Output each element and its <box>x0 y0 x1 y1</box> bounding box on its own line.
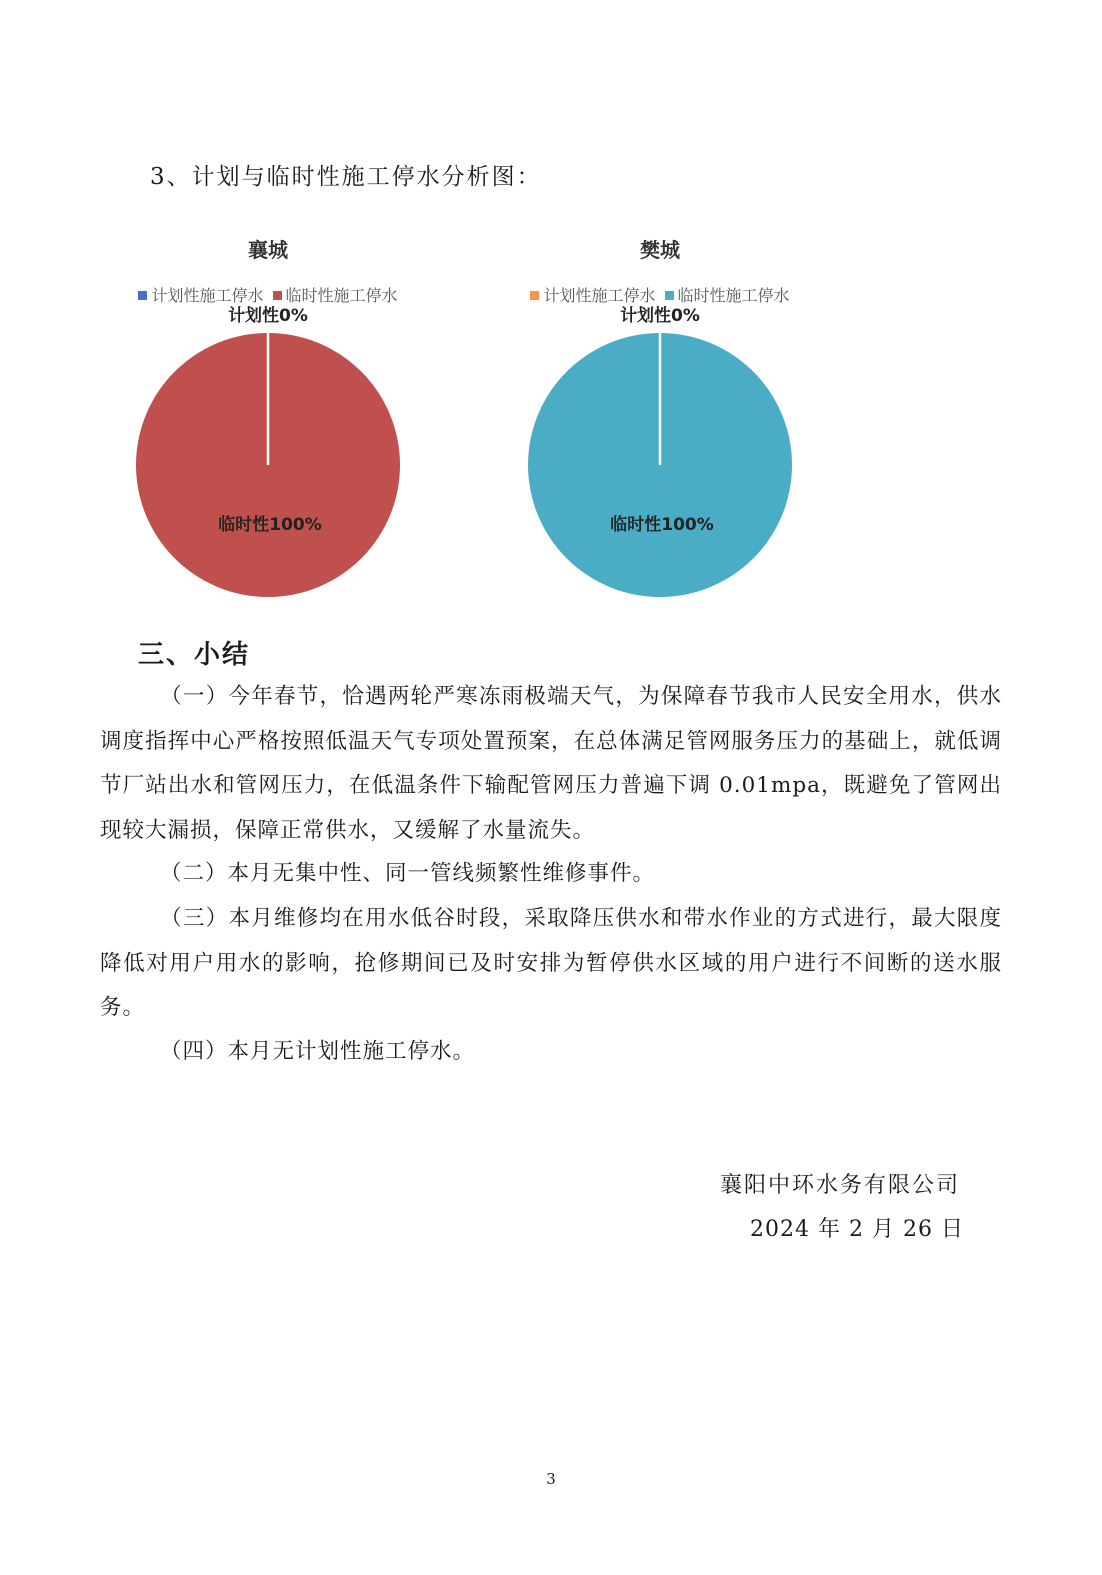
legend-label-planned: 计划性施工停水 <box>151 286 264 305</box>
paragraph-text: （一）今年春节，恰遇两轮严寒冻雨极端天气，为保障春节我市人民安全用水，供水调度指挥中心严格按照低温天气专项处置预案，在总体满足管网服务压力的基础上，就低调节厂站出水和管网压力，在低温条件下输配管网压力普遍下调 0.01mpa，既避免了管网出现较大漏损，保障正常供水，又缓解了水量流失。 <box>100 684 1002 843</box>
summary-paragraph-1 <box>100 675 1002 853</box>
pie-slices <box>528 333 792 597</box>
pie-svg <box>98 298 438 608</box>
page-number: 3 <box>546 1470 556 1488</box>
summary-heading: 三、小结 <box>138 640 251 670</box>
summary-paragraph-3 <box>100 897 1002 1031</box>
chart-fancheng <box>490 228 830 608</box>
data-label-planned: 计划性0% <box>228 306 308 326</box>
chart-title: 襄城 <box>248 238 288 262</box>
paragraph-text: （四）本月无计划性施工停水。 <box>160 1039 476 1064</box>
summary-paragraph-2 <box>100 852 1002 897</box>
signature-date: 2024 年 2 月 26 日 <box>750 1217 964 1242</box>
company-name: 襄阳中环水务有限公司 <box>720 1173 961 1198</box>
chart-xiangcheng <box>98 228 438 608</box>
summary-paragraph-4 <box>100 1030 1002 1075</box>
pie-svg <box>490 298 830 608</box>
legend-label-temporary: 临时性施工停水 <box>285 286 398 305</box>
section-heading: 3、计划与临时性施工停水分析图： <box>150 164 542 190</box>
data-label-planned: 计划性0% <box>620 306 700 326</box>
paragraph-text: （三）本月维修均在用水低谷时段，采取降压供水和带水作业的方式进行，最大限度降低对用户用水的影响，抢修期间已及时安排为暂停供水区域的用户进行不间断的送水服务。 <box>100 906 1002 1020</box>
legend-label-temporary: 临时性施工停水 <box>677 286 790 305</box>
legend-label-planned: 计划性施工停水 <box>543 286 656 305</box>
pie-slices <box>136 333 400 597</box>
data-label-temporary: 临时性100% <box>218 515 322 535</box>
data-label-temporary: 临时性100% <box>610 515 714 535</box>
paragraph-text: （二）本月无集中性、同一管线频繁性维修事件。 <box>160 861 656 886</box>
chart-title: 樊城 <box>640 238 680 262</box>
